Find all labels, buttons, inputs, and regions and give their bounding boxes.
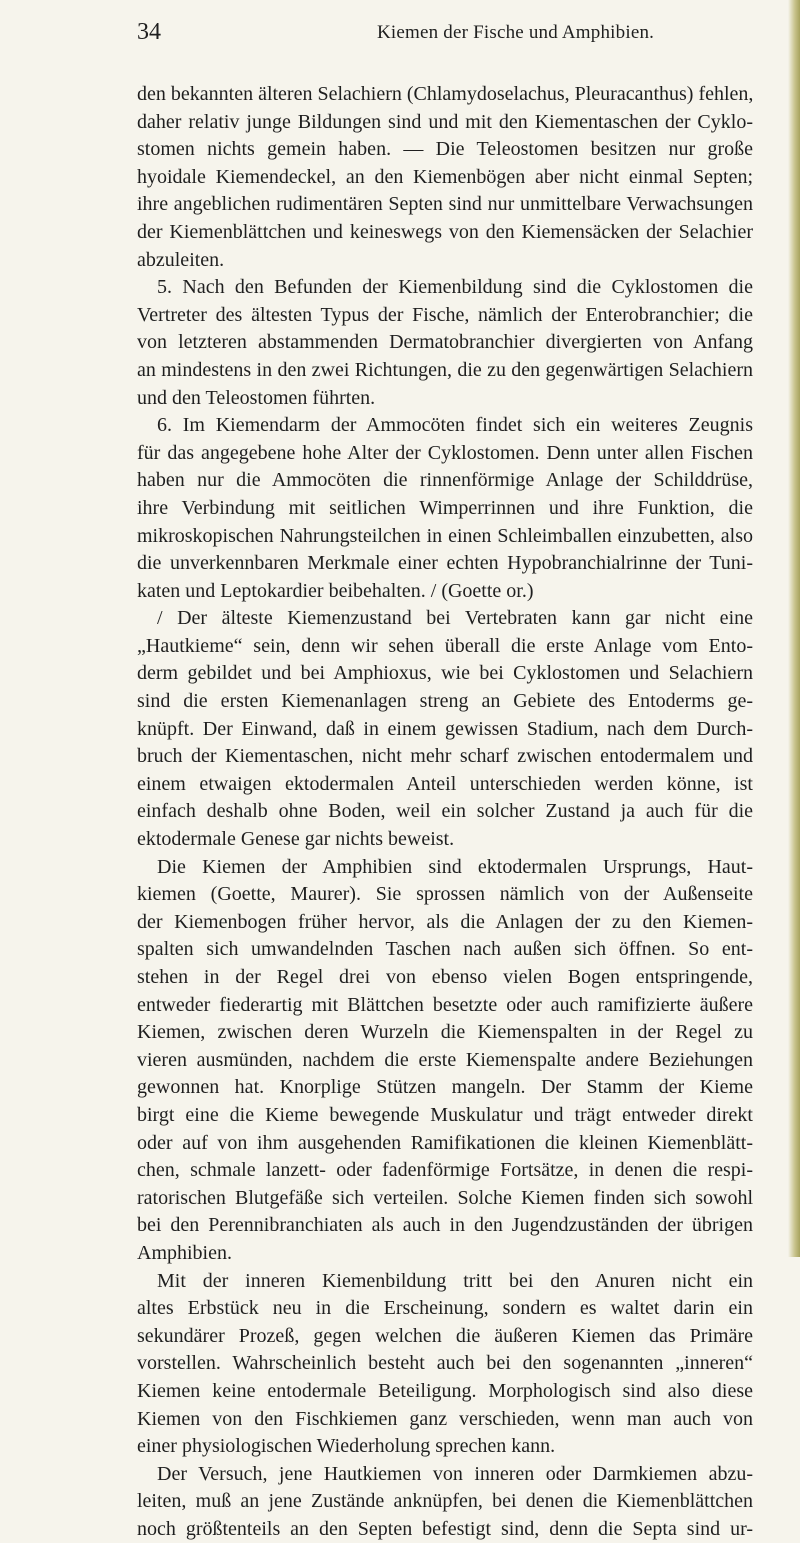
text-line: hyoidale Kiemendeckel, an den Kiemenbögen aber nicht einmal Septen;: [137, 165, 753, 188]
text-line: stomen nichts gemein haben. — Die Teleostomen besitzen nur große: [137, 138, 753, 161]
text-line: Kiemen, zwischen deren Wurzeln die Kiemenspalten in der Regel zu: [137, 1021, 753, 1044]
text-line: sind die ersten Kiemenanlagen streng an Gebiete des Entoderms ge-: [137, 690, 753, 713]
text-line: bruch der Kiementaschen, nicht mehr scharf zwischen entodermalem und: [137, 745, 753, 768]
text-line: und den Teleostomen führten.: [137, 386, 376, 409]
text-line: an mindestens in den zwei Richtungen, die zu den gegenwärtigen Selachiern: [137, 358, 753, 381]
text-line: Amphibien.: [137, 1241, 232, 1264]
text-line: gewonnen hat. Knorplige Stützen mangeln. Der Stamm der Kieme: [137, 1076, 753, 1099]
text-line: daher relativ junge Bildungen sind und mit den Kiementaschen der Cyklo-: [137, 110, 753, 133]
text-line: Kiemen keine entodermale Beteiligung. Morphologisch sind also diese: [137, 1379, 753, 1402]
text-line: haben nur die Ammocöten die rinnenförmige Anlage der Schilddrüse,: [137, 469, 753, 492]
text-line: altes Erbstück neu in die Erscheinung, sondern es waltet darin ein: [137, 1297, 753, 1320]
text-line: von letzteren abstammenden Dermatobranchier divergierten von Anfang: [137, 331, 753, 354]
text-line: ihre Verbindung mit seitlichen Wimperrinnen und ihre Funktion, die: [137, 496, 753, 519]
text-line: stehen in der Regel drei von ebenso vielen Bogen entspringende,: [137, 966, 753, 988]
text-line: derm gebildet und bei Amphioxus, wie bei Cyklostomen und Selachiern: [137, 662, 753, 685]
text-line: 5. Nach den Befunden der Kiemenbildung sind die Cyklostomen die: [157, 276, 753, 299]
text-line: sekundärer Prozeß, gegen welchen die äußeren Kiemen das Primäre: [137, 1324, 753, 1347]
text-line: vieren ausmünden, nachdem die erste Kiemenspalte andere Beziehungen: [137, 1048, 753, 1071]
text-line: Die Kiemen der Amphibien sind ektodermalen Ursprungs, Haut-: [157, 855, 753, 878]
text-line: für das angegebene hohe Alter der Cyklostomen. Denn unter allen Fischen: [137, 441, 753, 464]
body-text: [137, 81, 753, 1543]
text-line: Der Versuch, jene Hautkiemen von inneren oder Darmkiemen abzu-: [157, 1462, 753, 1485]
text-line: Kiemen von den Fischkiemen ganz verschieden, wenn man auch von: [137, 1407, 753, 1430]
text-line: spalten sich umwandelnden Taschen nach außen sich öffnen. So ent-: [137, 938, 753, 961]
text-line: der Kiemenblättchen und keineswegs von den Kiemensäcken der Selachier: [137, 220, 753, 243]
text-line: den bekannten älteren Selachiern (Chlamydoselachus, Pleuracanthus) fehlen,: [137, 83, 754, 105]
page-number: 34: [137, 19, 161, 45]
text-line: leiten, muß an jene Zustände anknüpfen, bei denen die Kiemenblättchen: [137, 1490, 753, 1513]
text-line: 6. Im Kiemendarm der Ammocöten findet sich ein weiteres Zeugnis: [157, 414, 753, 437]
text-line: einem etwaigen ektodermalen Anteil unterschieden werden könne, ist: [137, 772, 753, 795]
text-line: oder auf von ihm ausgehenden Ramifikationen die kleinen Kiemenblätt-: [137, 1131, 753, 1154]
text-line: / Der älteste Kiemenzustand bei Vertebraten kann gar nicht eine: [157, 607, 753, 630]
text-line: „Hautkieme“ sein, denn wir sehen überall die erste Anlage vom Ento-: [137, 634, 753, 657]
text-line: Mit der inneren Kiemenbildung tritt bei den Anuren nicht ein: [157, 1269, 753, 1292]
page-edge: [788, 0, 800, 1257]
text-line: Vertreter des ältesten Typus der Fische, nämlich der Enterobranchier; die: [137, 303, 753, 326]
text-line: birgt eine die Kieme bewegende Muskulatur und trägt entweder direkt: [137, 1103, 753, 1126]
text-line: vorstellen. Wahrscheinlich besteht auch bei den sogenannten „inneren“: [137, 1352, 753, 1375]
text-line: katen und Leptokardier beibehalten. / (Goette or.): [137, 579, 534, 602]
text-line: einfach deshalb ohne Boden, weil ein solcher Zustand ja auch für die: [137, 800, 753, 823]
text-line: chen, schmale lanzett- oder fadenförmige Fortsätze, in denen die respi-: [137, 1159, 753, 1182]
text-line: ektodermale Genese gar nichts beweist.: [137, 828, 455, 851]
text-line: ratorischen Blutgefäße sich verteilen. Solche Kiemen finden sich sowohl: [137, 1186, 753, 1209]
text-line: mikroskopischen Nahrungsteilchen in einen Schleimballen einzubetten, also: [137, 524, 753, 547]
text-line: knüpft. Der Einwand, daß in einem gewissen Stadium, nach dem Durch-: [137, 717, 753, 740]
text-line: bei den Perennibranchiaten als auch in den Jugendzuständen der übrigen: [137, 1214, 753, 1237]
text-line: ihre angeblichen rudimentären Septen sind nur unmittelbare Verwachsungen: [137, 193, 753, 216]
text-line: noch größtenteils an den Septen befestigt sind, denn die Septa sind ur-: [137, 1517, 753, 1540]
text-line: entweder fiederartig mit Blättchen besetzte oder auch ramifizierte äußere: [137, 993, 753, 1016]
text-line: einer physiologischen Wiederholung sprechen kann.: [137, 1435, 556, 1458]
text-line: der Kiemenbogen früher hervor, als die Anlagen der zu den Kiemen-: [137, 910, 753, 933]
text-line: die unverkennbaren Merkmale einer echten Hypobranchialrinne der Tuni-: [137, 552, 753, 575]
text-line: kiemen (Goette, Maurer). Sie sprossen nämlich von der Außenseite: [137, 883, 753, 906]
running-title: Kiemen der Fische und Amphibien.: [377, 22, 655, 43]
text-line: abzuleiten.: [137, 248, 225, 271]
page-header: [137, 18, 757, 46]
